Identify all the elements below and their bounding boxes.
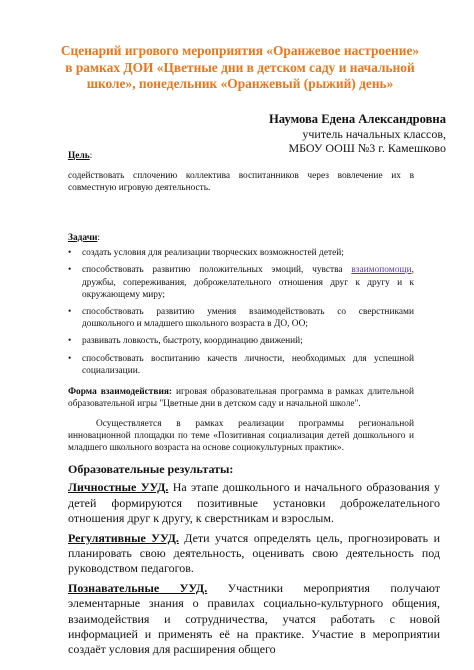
tasks-list <box>68 247 414 377</box>
cognitive-label: Познавательные УУД. <box>68 580 208 595</box>
regulatory-text: Дети учатся определять цель, прогнозировать и планировать свою деятельность, оценивать свою деятельность под руководством педагогов. <box>68 530 440 576</box>
cognitive-text: Участники мероприятия получают элементарные знания о правилах социально-культурного общения, взаимодействия и сотрудничества, учатся работать с новой информацией и применять её на практике. Участие в мероприятии создаёт условия для расширения общего <box>68 580 440 657</box>
interaction-section <box>68 386 414 410</box>
goal-section: Цель: содействовать сплочению коллектива воспитанников через вовлечение их в совместную игровую деятельность. <box>68 151 414 194</box>
result-cognitive <box>68 581 440 658</box>
tasks-section: Задачи: • создать условия для реализации творческих возможностей детей; • способствовать развитию положительных эмоций, чувства взаимопомощи, дружбы, сопереживания, доброжелательного отношения друг к другу и к окружающему миру; • способствовать развитию умения взаимодействовать со сверстниками дошкольного и младшего школьного возраста в ДО, ОО; • развивать ловкость, быстроту, координацию движений; • способствовать воспитанию качеств личности, необходимых для успешной социализации. <box>68 232 414 382</box>
personal-text: На этапе дошкольного и начального образования у детей формируются позитивные установки доброжелательного отношения друг к другу, к сверстникам и взрослым. <box>68 480 440 526</box>
task-item <box>68 264 414 301</box>
task-item-text: способствовать развитию положительных эмоций, чувства <box>82 265 352 276</box>
personal-label: Личностные УУД. <box>68 480 169 495</box>
goal-text: содействовать сплочению коллектива воспитанников через вовлечение их в совместную игровую деятельность. <box>68 171 414 194</box>
link-mutual-help[interactable]: взаимопомощи <box>351 265 412 276</box>
author-block <box>269 112 446 156</box>
document-title: Сценарий игрового мероприятия «Оранжевое настроение» в рамках ДОИ «Цветные дни в детском саду и начальной школе», понедельник «Оранжевый (рыжий) день» <box>60 43 420 91</box>
program-text: Осуществляется в рамках реализации программы региональной инновационной площадки по теме «Позитивная социализация детей дошкольного и младшего школьного возраста на основе социокультурных практик». <box>68 419 414 454</box>
goal-label: Цель <box>68 151 90 161</box>
result-regulatory <box>68 531 440 577</box>
tasks-label: Задачи <box>68 233 98 243</box>
results-section <box>68 462 440 662</box>
regulatory-label: Регулятивные УУД. <box>68 530 179 545</box>
task-item: • создать условия для реализации творческих возможностей детей; <box>68 247 414 259</box>
interaction-text: игровая образовательная программа в рамках длительной образовательной игры "Цветные дни в детском саду и начальной школе". <box>68 387 414 410</box>
task-item: • способствовать воспитанию качеств личности, необходимых для успешной социализации. <box>68 353 414 377</box>
author-name: Наумова Едена Александровна <box>269 112 446 126</box>
results-heading: Образовательные результаты: <box>68 462 234 476</box>
task-item-tail: , дружбы, сопереживания, доброжелательного отношения друг к другу и к окружающему миру; <box>82 265 414 300</box>
interaction-label: Форма взаимодействия: <box>68 387 173 397</box>
task-item: • развивать ловкость, быстроту, координацию движений; <box>68 335 414 347</box>
author-school: МБОУ ООШ №3 г. Камешково <box>288 141 446 155</box>
author-role: учитель начальных классов, <box>302 126 446 141</box>
task-item: • способствовать развитию умения взаимодействовать со сверстниками дошкольного и младшего школьного возраста в ДО, ОО; <box>68 306 414 330</box>
result-personal <box>68 480 440 526</box>
